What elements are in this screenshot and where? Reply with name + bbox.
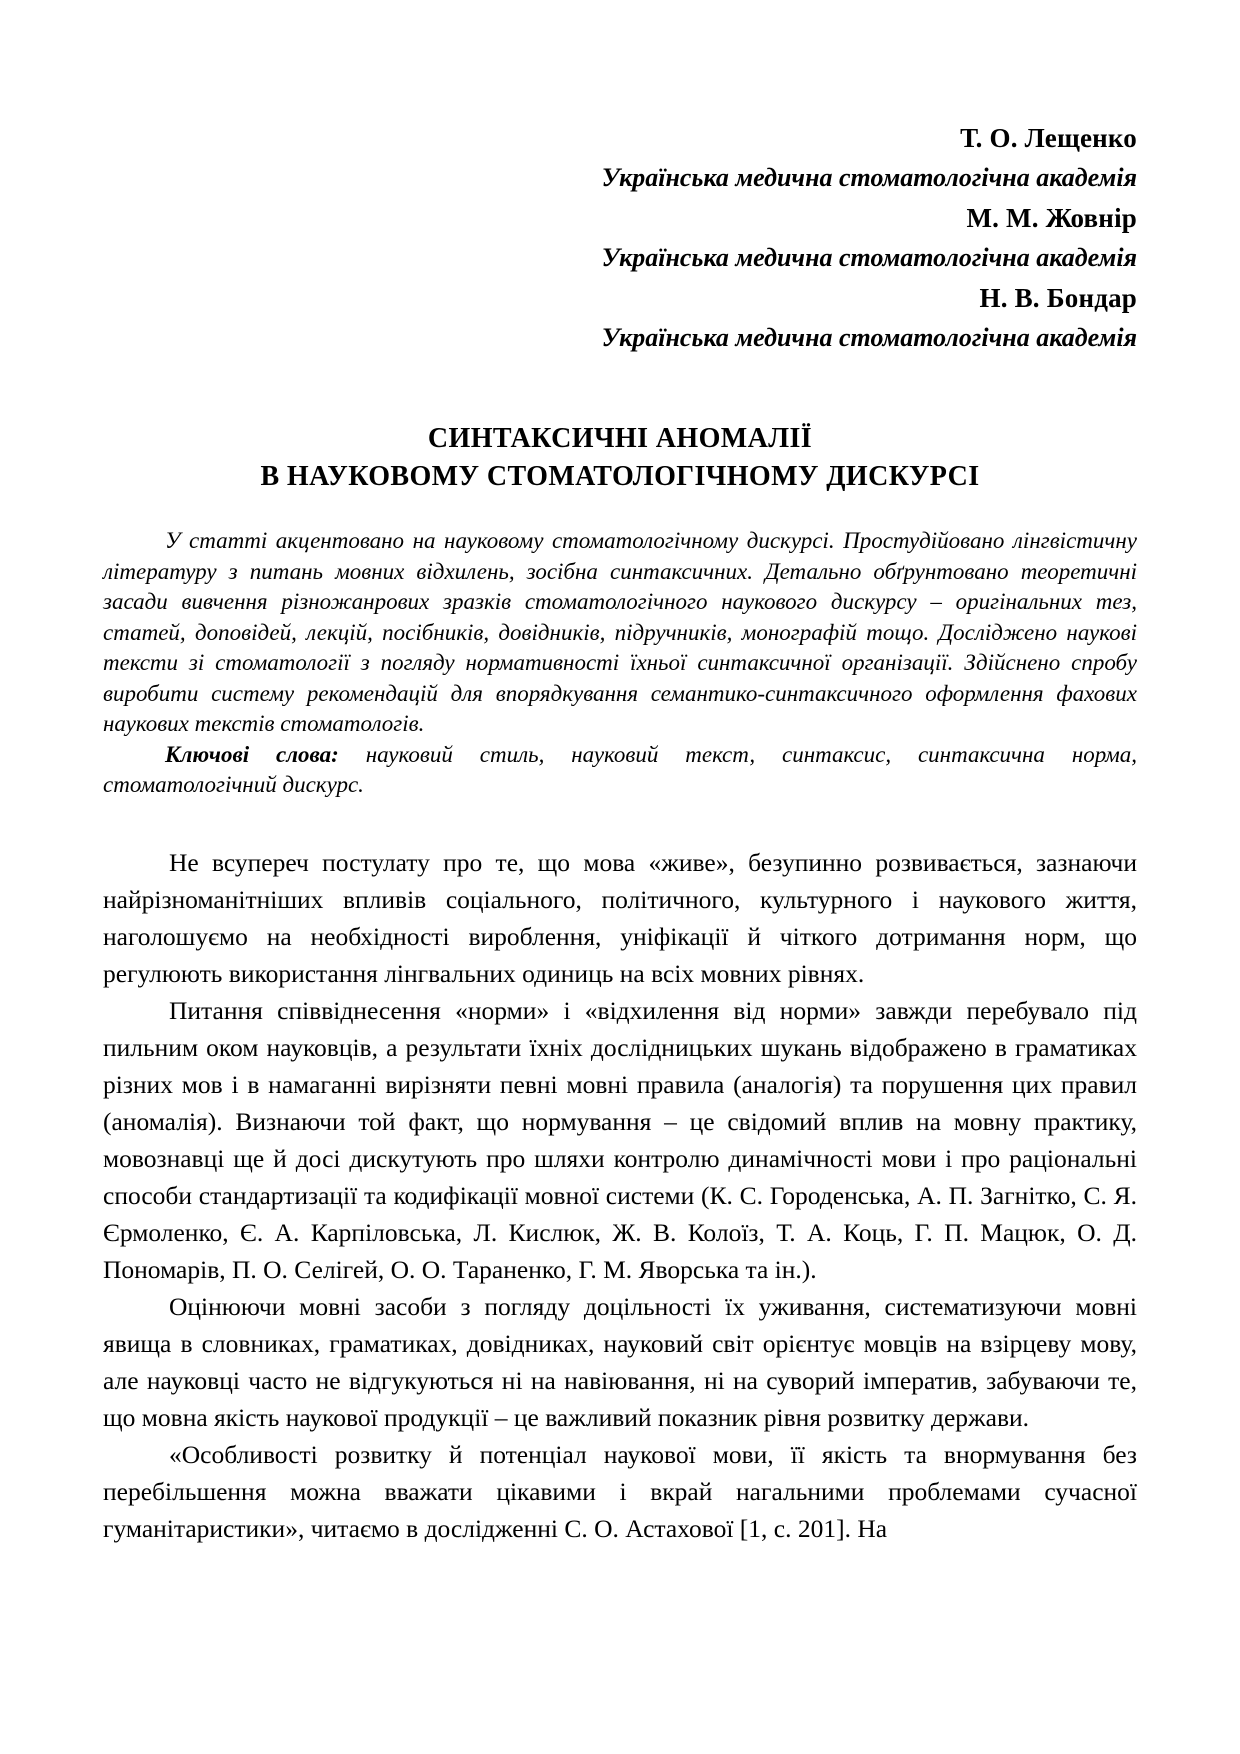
abstract-text: У статті акцентовано на науковому стоматологічному дискурсі. Простудійовано лінгвістичну літературу з питань мовних відхилень, зосібна синтаксичних. Детально обґрунтовано теоретичні засади вивчення різножанрових зразків стоматологічного наукового дискурсу – оригінальних тез, статей, доповідей, лекцій, посібників, довідників, підручників, монографій тощо. Досліджено наукові тексти зі стоматології з погляду нормативності їхньої синтаксичної організації. Здійснено спробу виробити систему рекомендацій для впорядкування семантико-синтаксичного оформлення фахових наукових текстів стоматологів. — [103, 528, 1137, 736]
author-name-1: Т. О. Лещенко — [960, 123, 1137, 153]
authors-block — [103, 118, 1137, 358]
abstract-block — [103, 526, 1137, 801]
body-paragraph-1: Не всупереч постулату про те, що мова «живе», безупинно розвивається, зазнаючи найрізноманітніших впливів соціального, політичного, культурного і наукового життя, наголошуємо на необхідності вироблення, уніфікації й чіткого дотримання норм, що регулюють використання лінгвальних одиниць на всіх мовних рівнях. — [103, 847, 1137, 988]
body-paragraph-2: Питання співвіднесення «норми» і «відхилення від норми» завжди перебувало під пильним оком науковців, а результати їхніх дослідницьких шукань відображено в граматиках різних мов і в намаганні вирізняти певні мовні правила (аналогія) та порушення цих правил (аномалія). Визнаючи той факт, що нормування – це свідомий вплив на мовну практику, мовознавці ще й досі дискутують про шляхи контролю динамічності мови і про раціональні способи стандартизації та кодифікації мовної системи (К. С. Городенська, А. П. Загнітко, С. Я. Єрмоленко, Є. А. Карпіловська, Л. Кислюк, Ж. В. Колоїз, Т. А. Коць, Г. П. Мацюк, О. Д. Пономарів, П. О. Селігей, О. О. Тараненко, Г. М. Яворська та ін.). — [103, 995, 1137, 1284]
title-line-1: СИНТАКСИЧНІ АНОМАЛІЇ — [427, 423, 813, 454]
body-block — [103, 844, 1137, 1547]
keywords-label: Ключові слова: — [165, 741, 339, 767]
author-affiliation-1: Українська медична стоматологічна академія — [601, 163, 1137, 192]
keywords-paragraph — [103, 740, 1137, 801]
body-paragraph-3: Оцінюючи мовні засоби з погляду доцільності їх уживання, систематизуючи мовні явища в словниках, граматиках, довідниках, науковий світ орієнтує мовців на взірцеву мову, але науковці часто не відгукуються ні на навіювання, ні на суворий імператив, забуваючи те, що мовна якість наукової продукції – це важливий показник рівня розвитку держави. — [103, 1291, 1137, 1432]
author-name-2: М. М. Жовнір — [966, 203, 1137, 233]
page-title — [103, 420, 1137, 496]
title-line-2: В НАУКОВОМУ СТОМАТОЛОГІЧНОМУ ДИСКУРСІ — [260, 461, 980, 492]
keywords-text: науковий стиль, науковий текст, синтаксис, синтаксична норма, стоматологічний дискурс. — [103, 741, 1138, 797]
author-name-3: Н. В. Бондар — [979, 283, 1137, 313]
page-content — [103, 118, 1137, 1547]
author-affiliation-2: Українська медична стоматологічна академія — [601, 243, 1137, 272]
author-affiliation-3: Українська медична стоматологічна академія — [601, 323, 1137, 352]
body-paragraph-4: «Особливості розвитку й потенціал наукової мови, її якість та внормування без перебільшення можна вважати цікавими і вкрай нагальними проблемами сучасної гуманітаристики», читаємо в дослідженні С. О. Астахової [1, с. 201]. На — [103, 1439, 1137, 1543]
